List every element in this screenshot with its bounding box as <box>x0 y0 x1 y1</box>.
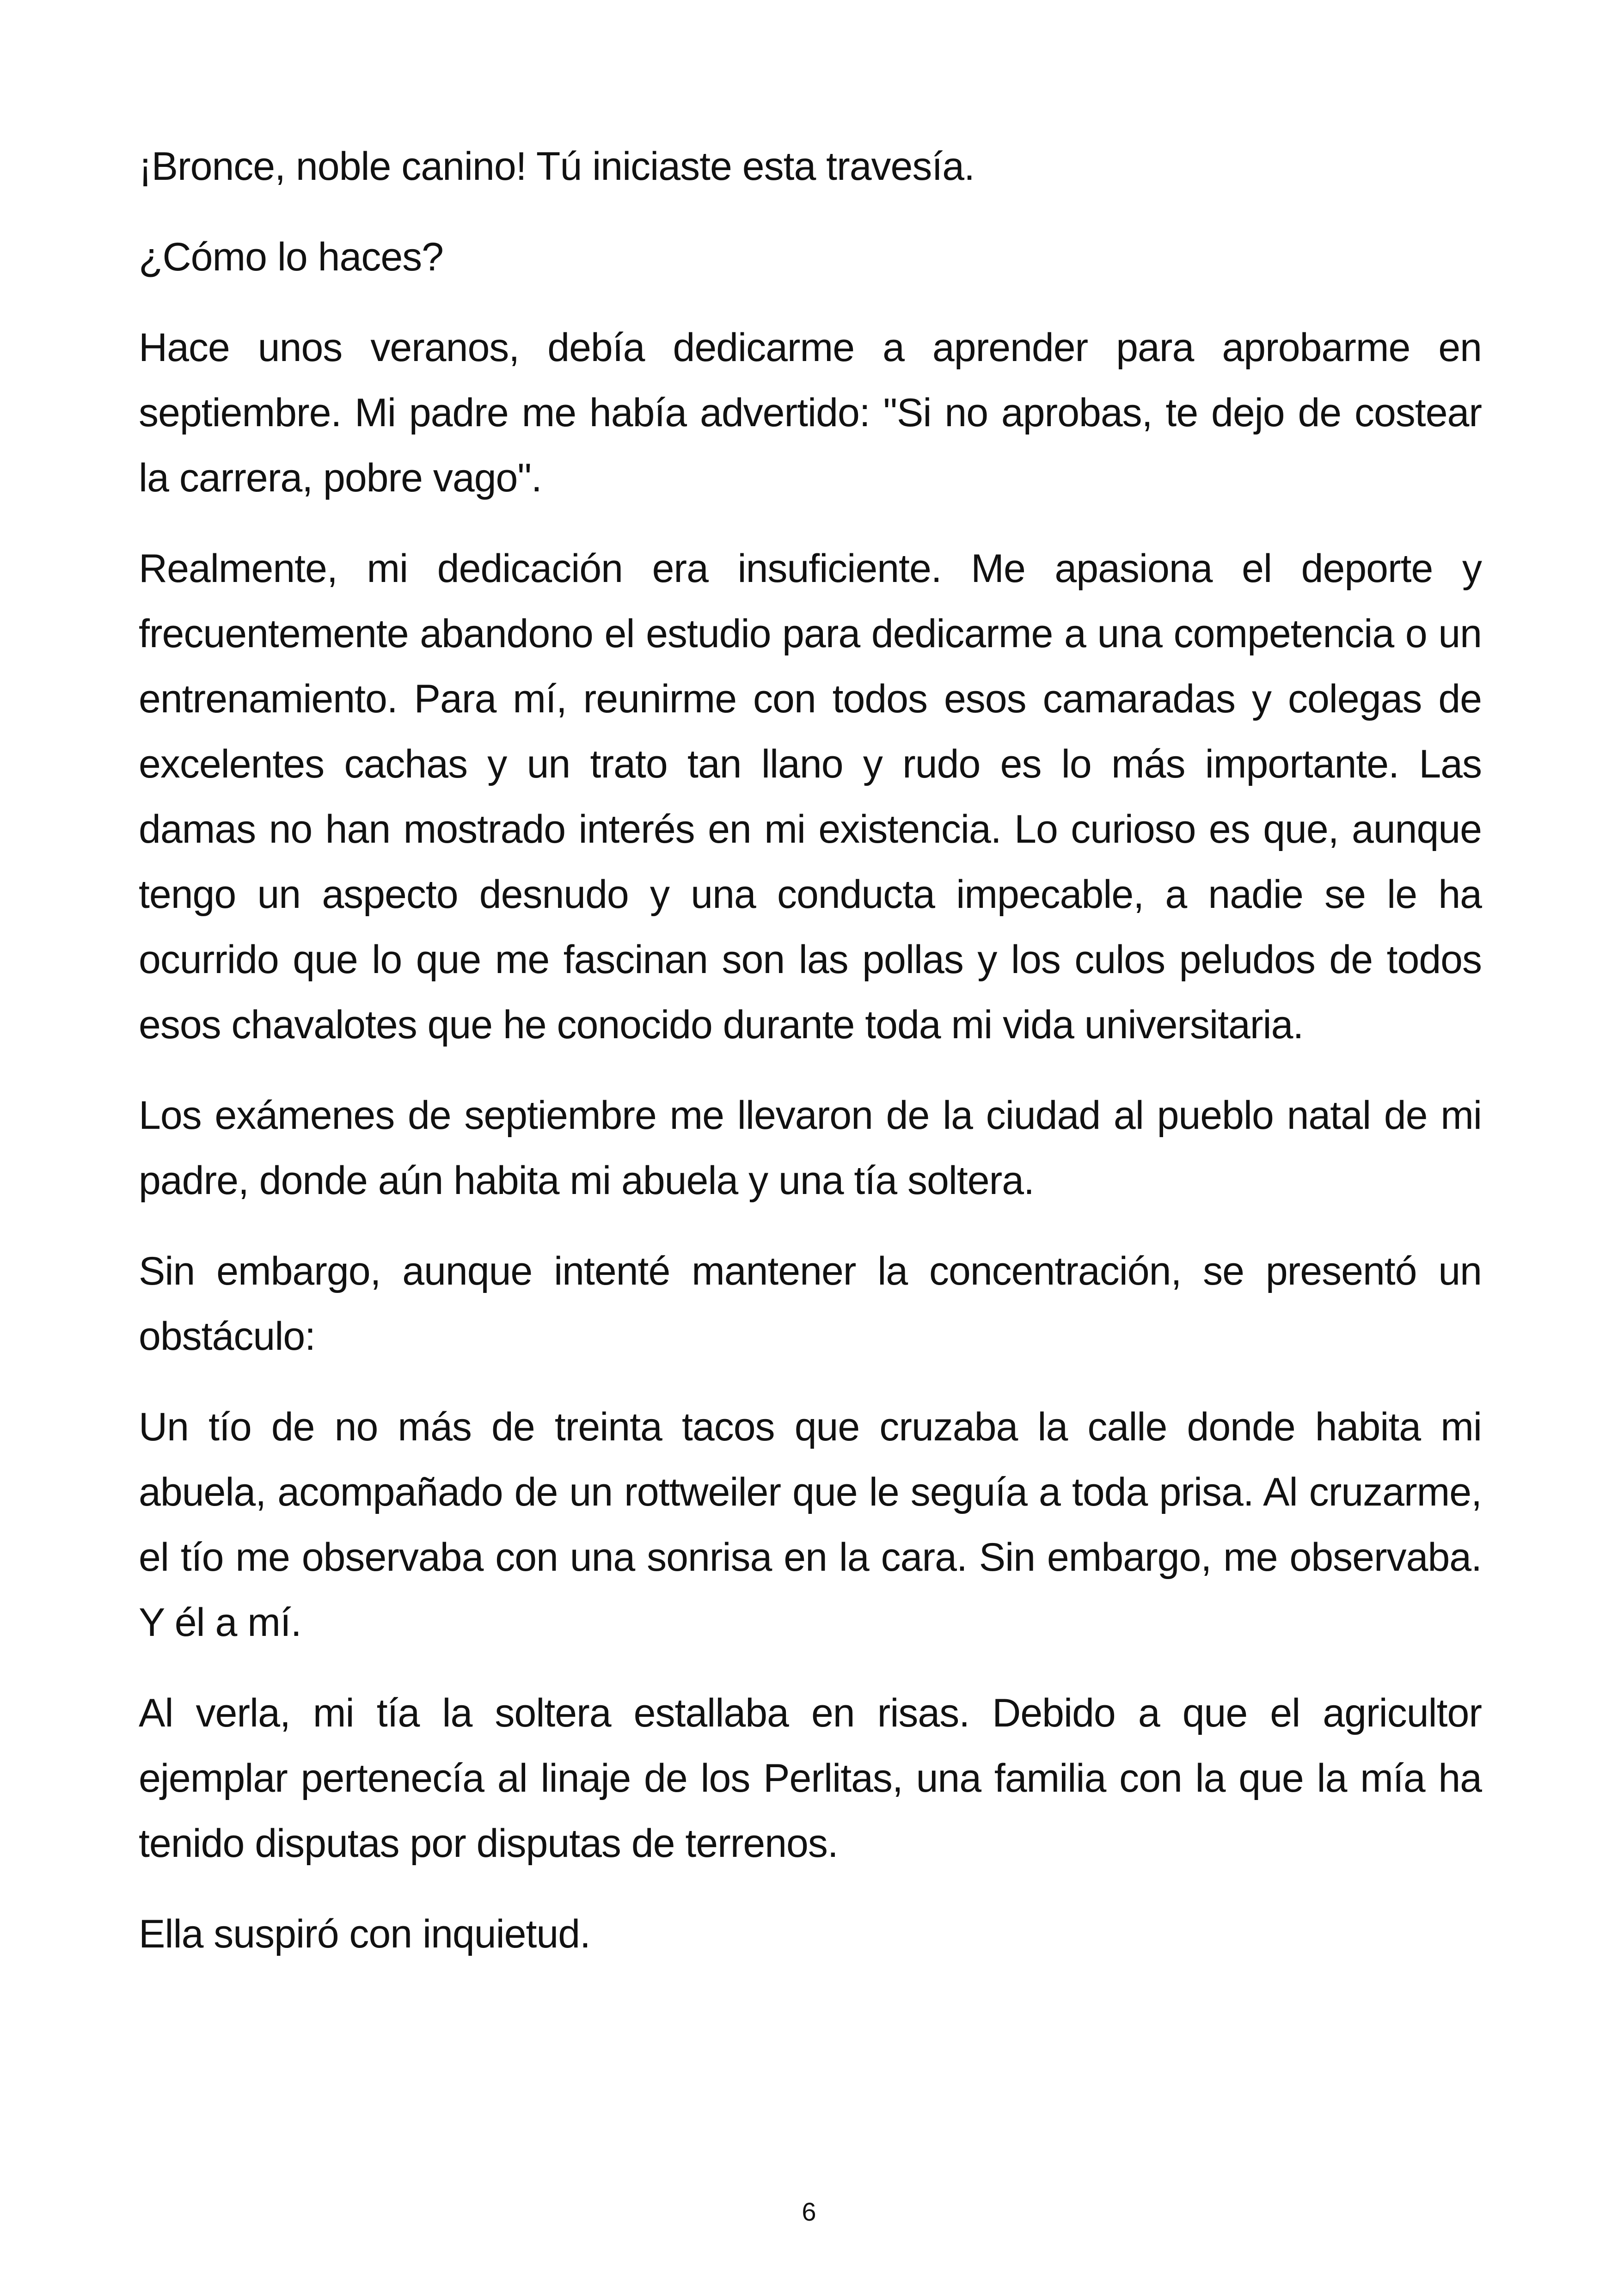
paragraph: ¿Cómo lo haces? <box>139 235 443 279</box>
page-body <box>139 134 1482 1992</box>
paragraph: Al verla, mi tía la soltera estallaba en risas. Debido a que el agricultor ejemplar pertenecía al linaje de los Perlitas, una familia con la que la mía ha tenido disputas por disputas de terrenos. <box>139 1691 1482 1866</box>
paragraph: Un tío de no más de treinta tacos que cruzaba la calle donde habita mi abuela, acompañado de un rottweiler que le seguía a toda prisa. Al cruzarme, el tío me observaba con una sonrisa en la cara. Sin embargo, me observaba. Y él a mí. <box>139 1405 1482 1645</box>
page-number: 6 <box>802 2197 816 2226</box>
paragraph: Hace unos veranos, debía dedicarme a aprender para aprobarme en septiembre. Mi padre me había advertido: "Si no aprobas, te dejo de costear la carrera, pobre vago". <box>139 325 1482 500</box>
paragraph: Ella suspiró con inquietud. <box>139 1912 590 1956</box>
paragraph: ¡Bronce, noble canino! Tú iniciaste esta travesía. <box>139 144 974 189</box>
paragraph: Realmente, mi dedicación era insuficiente. Me apasiona el deporte y frecuentemente abandono el estudio para dedicarme a una competencia o un entrenamiento. Para mí, reunirme con todos esos camaradas y colegas de excelentes cachas y un trato tan llano y rudo es lo más importante. Las damas no han mostrado interés en mi existencia. Lo curioso es que, aunque tengo un aspecto desnudo y una conducta impecable, a nadie se le ha ocurrido que lo que me fascinan son las pollas y los culos peludos de todos esos chavalotes que he conocido durante toda mi vida universitaria. <box>139 546 1482 1047</box>
paragraph: Sin embargo, aunque intenté mantener la concentración, se presentó un obstáculo: <box>139 1249 1482 1359</box>
paragraph: Los exámenes de septiembre me llevaron de la ciudad al pueblo natal de mi padre, donde aún habita mi abuela y una tía soltera. <box>139 1093 1482 1203</box>
